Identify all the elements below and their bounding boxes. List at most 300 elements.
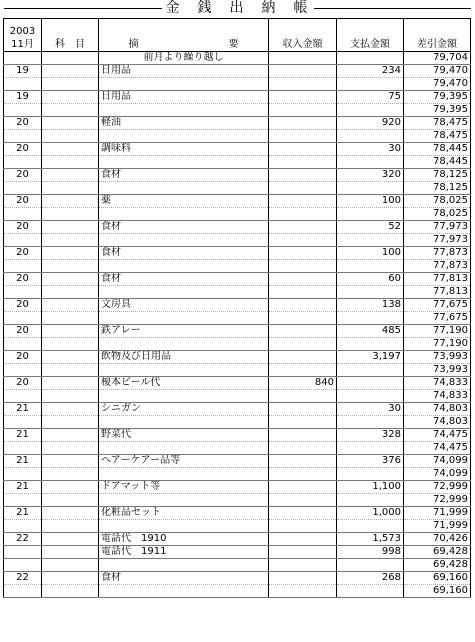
expense-cell: 320 [337,169,404,182]
description-cell: 前月より繰り越し [99,52,269,65]
table-row [4,234,471,247]
income-cell [269,117,337,130]
expense-cell: 376 [337,455,404,468]
description-cell: 食材 [99,247,269,260]
table-row [4,299,471,312]
expense-cell [337,416,404,429]
day-cell [4,130,42,143]
description-cell [99,208,269,221]
expense-cell: 100 [337,247,404,260]
table-row [4,156,471,169]
income-cell [269,559,337,572]
expense-cell [337,156,404,169]
expense-header: 支払金額 [337,19,404,52]
expense-cell [337,182,404,195]
balance-cell: 74,833 [404,377,471,390]
table-row [4,364,471,377]
income-cell [269,182,337,195]
day-cell [4,52,42,65]
expense-cell: 60 [337,273,404,286]
description-cell: 軽油 [99,117,269,130]
table-row [4,429,471,442]
description-cell [99,468,269,481]
description-cell [99,182,269,195]
day-cell [4,494,42,507]
income-cell [269,247,337,260]
table-row [4,572,471,585]
balance-cell: 78,445 [404,143,471,156]
day-cell: 20 [4,195,42,208]
category-cell [42,429,99,442]
day-cell: 21 [4,481,42,494]
category-cell [42,273,99,286]
income-cell [269,312,337,325]
category-cell [42,364,99,377]
description-cell: 日用品 [99,65,269,78]
table-row [4,91,471,104]
table-row [4,247,471,260]
balance-cell: 77,675 [404,312,471,325]
category-cell [42,520,99,533]
description-cell: 食材 [99,221,269,234]
category-cell [42,104,99,117]
table-row [4,65,471,78]
expense-cell [337,208,404,221]
balance-cell: 78,125 [404,182,471,195]
day-cell [4,234,42,247]
balance-cell: 77,973 [404,234,471,247]
day-cell: 21 [4,455,42,468]
day-cell [4,260,42,273]
expense-cell: 268 [337,572,404,585]
income-cell [269,429,337,442]
income-cell [269,416,337,429]
category-cell [42,468,99,481]
balance-cell: 72,999 [404,481,471,494]
description-cell [99,442,269,455]
day-cell: 22 [4,533,42,546]
table-row [4,117,471,130]
description-cell [99,520,269,533]
balance-cell: 74,099 [404,468,471,481]
income-cell [269,169,337,182]
income-cell [269,403,337,416]
table-row [4,52,471,65]
category-cell [42,65,99,78]
income-cell [269,221,337,234]
expense-cell: 3,197 [337,351,404,364]
category-cell [42,481,99,494]
balance-cell: 69,160 [404,572,471,585]
day-cell: 20 [4,169,42,182]
table-row [4,182,471,195]
income-cell [269,260,337,273]
category-cell [42,117,99,130]
day-cell [4,312,42,325]
day-cell: 20 [4,221,42,234]
income-cell [269,143,337,156]
expense-cell: 1,000 [337,507,404,520]
balance-cell: 69,160 [404,585,471,598]
balance-cell: 74,833 [404,390,471,403]
table-row [4,78,471,91]
description-cell [99,416,269,429]
category-cell [42,338,99,351]
day-cell: 19 [4,91,42,104]
ledger-body [4,52,471,598]
table-row [4,546,471,559]
category-cell [42,377,99,390]
balance-cell: 77,873 [404,247,471,260]
description-cell [99,494,269,507]
income-cell [269,156,337,169]
expense-cell: 30 [337,403,404,416]
expense-cell [337,442,404,455]
income-cell [269,273,337,286]
balance-cell: 79,395 [404,104,471,117]
expense-cell: 52 [337,221,404,234]
expense-cell [337,338,404,351]
table-row [4,286,471,299]
category-cell [42,312,99,325]
description-cell: 飲物及び日用品 [99,351,269,364]
expense-cell: 100 [337,195,404,208]
income-cell [269,585,337,598]
day-cell [4,520,42,533]
category-cell [42,260,99,273]
balance-cell: 74,475 [404,442,471,455]
day-cell: 21 [4,507,42,520]
table-row [4,325,471,338]
table-row [4,533,471,546]
income-cell [269,286,337,299]
day-cell: 20 [4,273,42,286]
expense-cell [337,585,404,598]
table-row [4,208,471,221]
balance-cell: 71,999 [404,507,471,520]
category-cell [42,234,99,247]
table-row [4,520,471,533]
category-cell [42,507,99,520]
category-cell [42,572,99,585]
income-cell [269,507,337,520]
table-row [4,169,471,182]
income-cell [269,208,337,221]
balance-cell: 77,675 [404,299,471,312]
income-cell [269,195,337,208]
expense-cell [337,494,404,507]
category-cell [42,455,99,468]
category-cell [42,494,99,507]
expense-cell [337,468,404,481]
balance-cell: 70,426 [404,533,471,546]
income-cell [269,234,337,247]
description-cell: 電話代 1910 [99,533,269,546]
income-cell [269,572,337,585]
day-cell [4,286,42,299]
description-header-right: 要 [228,39,239,50]
balance-cell: 74,803 [404,403,471,416]
balance-cell: 77,190 [404,325,471,338]
day-cell: 21 [4,403,42,416]
balance-cell: 78,475 [404,117,471,130]
balance-cell: 79,704 [404,52,471,65]
balance-cell: 77,190 [404,338,471,351]
day-cell [4,364,42,377]
category-cell [42,130,99,143]
income-cell [269,390,337,403]
table-row [4,468,471,481]
description-cell: 薬 [99,195,269,208]
expense-cell [337,390,404,403]
description-cell [99,585,269,598]
table-row [4,104,471,117]
income-cell: 840 [269,377,337,390]
description-cell: 食材 [99,169,269,182]
expense-cell [337,520,404,533]
description-cell: 鉄アレー [99,325,269,338]
income-cell [269,130,337,143]
expense-cell: 75 [337,91,404,104]
balance-cell: 77,813 [404,273,471,286]
description-cell: 文房具 [99,299,269,312]
day-cell [4,390,42,403]
income-cell [269,364,337,377]
day-cell: 20 [4,377,42,390]
income-cell [269,65,337,78]
table-row [4,403,471,416]
category-cell [42,390,99,403]
expense-cell [337,52,404,65]
category-cell [42,416,99,429]
income-cell [269,91,337,104]
income-cell [269,338,337,351]
expense-cell [337,286,404,299]
income-cell [269,546,337,559]
expense-cell [337,104,404,117]
expense-cell: 328 [337,429,404,442]
description-cell: 食材 [99,273,269,286]
description-cell [99,130,269,143]
balance-cell: 77,973 [404,221,471,234]
category-cell [42,195,99,208]
day-cell: 20 [4,247,42,260]
table-row [4,130,471,143]
expense-cell [337,364,404,377]
expense-cell [337,78,404,91]
income-header: 収入金額 [269,19,337,52]
balance-cell: 79,470 [404,78,471,91]
day-cell: 20 [4,325,42,338]
income-cell [269,481,337,494]
balance-cell: 78,445 [404,156,471,169]
description-cell [99,156,269,169]
category-cell [42,182,99,195]
description-cell [99,338,269,351]
ledger-title [0,0,475,17]
balance-header: 差引金額 [404,19,471,52]
description-cell: 野菜代 [99,429,269,442]
table-row [4,481,471,494]
day-cell [4,585,42,598]
day-cell [4,442,42,455]
date-header [4,19,42,52]
day-cell [4,416,42,429]
category-cell [42,585,99,598]
description-header-left: 摘 [128,39,139,50]
day-cell: 20 [4,299,42,312]
table-row [4,416,471,429]
description-cell: 食材 [99,572,269,585]
category-cell [42,403,99,416]
table-row [4,273,471,286]
description-cell [99,364,269,377]
expense-cell: 485 [337,325,404,338]
balance-cell: 78,025 [404,208,471,221]
table-row [4,585,471,598]
category-cell [42,442,99,455]
day-cell [4,156,42,169]
category-cell [42,78,99,91]
expense-cell [337,312,404,325]
description-cell [99,234,269,247]
income-cell [269,455,337,468]
table-row [4,494,471,507]
income-cell [269,442,337,455]
income-cell [269,520,337,533]
description-cell [99,312,269,325]
table-row [4,507,471,520]
category-cell [42,546,99,559]
expense-cell: 138 [337,299,404,312]
income-cell [269,78,337,91]
table-row [4,143,471,156]
description-cell: 調味料 [99,143,269,156]
expense-cell: 30 [337,143,404,156]
balance-cell: 74,803 [404,416,471,429]
balance-cell: 79,470 [404,65,471,78]
category-cell [42,325,99,338]
description-cell [99,559,269,572]
table-row [4,260,471,273]
cash-ledger-table [3,18,471,598]
month-label: 11月 [11,39,34,50]
description-cell [99,104,269,117]
category-cell [42,208,99,221]
category-cell [42,91,99,104]
description-cell [99,78,269,91]
day-cell: 21 [4,429,42,442]
balance-cell: 74,099 [404,455,471,468]
expense-cell: 998 [337,546,404,559]
balance-cell: 73,993 [404,364,471,377]
day-cell [4,559,42,572]
expense-cell [337,559,404,572]
table-row [4,559,471,572]
table-row [4,455,471,468]
expense-cell [337,260,404,273]
table-row [4,390,471,403]
category-cell [42,299,99,312]
year-label: 2003 [9,26,36,37]
header-row [4,19,471,52]
day-cell [4,468,42,481]
description-cell [99,390,269,403]
category-cell [42,286,99,299]
ledger-title-text: 金 銭 出 納 帳 [162,0,314,16]
day-cell: 19 [4,65,42,78]
expense-cell: 920 [337,117,404,130]
expense-cell: 1,573 [337,533,404,546]
income-cell [269,468,337,481]
table-row [4,338,471,351]
balance-cell: 78,025 [404,195,471,208]
description-cell: 日用品 [99,91,269,104]
table-row [4,221,471,234]
balance-cell: 78,475 [404,130,471,143]
description-cell: 化粧品セット [99,507,269,520]
category-cell [42,169,99,182]
category-header: 科 目 [42,19,99,52]
description-cell: 電話代 1911 [99,546,269,559]
income-cell [269,52,337,65]
description-cell: ヘアーケアー品等 [99,455,269,468]
day-cell: 20 [4,143,42,156]
category-cell [42,221,99,234]
income-cell [269,299,337,312]
day-cell [4,182,42,195]
day-cell [4,78,42,91]
category-cell [42,143,99,156]
category-cell [42,533,99,546]
balance-cell: 69,428 [404,546,471,559]
day-cell [4,338,42,351]
income-cell [269,104,337,117]
description-cell [99,260,269,273]
balance-cell: 77,813 [404,286,471,299]
description-cell: ドアマット等 [99,481,269,494]
balance-cell: 72,999 [404,494,471,507]
income-cell [269,325,337,338]
day-cell: 22 [4,572,42,585]
expense-cell [337,130,404,143]
description-cell [99,286,269,299]
day-cell: 20 [4,117,42,130]
expense-cell: 1,100 [337,481,404,494]
balance-cell: 73,993 [404,351,471,364]
description-header [99,19,269,52]
balance-cell: 77,873 [404,260,471,273]
income-cell [269,533,337,546]
description-cell: シニガン [99,403,269,416]
description-cell: 榎本ビール代 [99,377,269,390]
expense-cell [337,234,404,247]
table-row [4,377,471,390]
category-cell [42,559,99,572]
day-cell: 20 [4,351,42,364]
income-cell [269,351,337,364]
category-cell [42,156,99,169]
day-cell [4,104,42,117]
balance-cell: 79,395 [404,91,471,104]
category-cell [42,351,99,364]
day-cell [4,546,42,559]
balance-cell: 74,475 [404,429,471,442]
expense-cell: 234 [337,65,404,78]
income-cell [269,494,337,507]
category-cell [42,52,99,65]
table-row [4,442,471,455]
